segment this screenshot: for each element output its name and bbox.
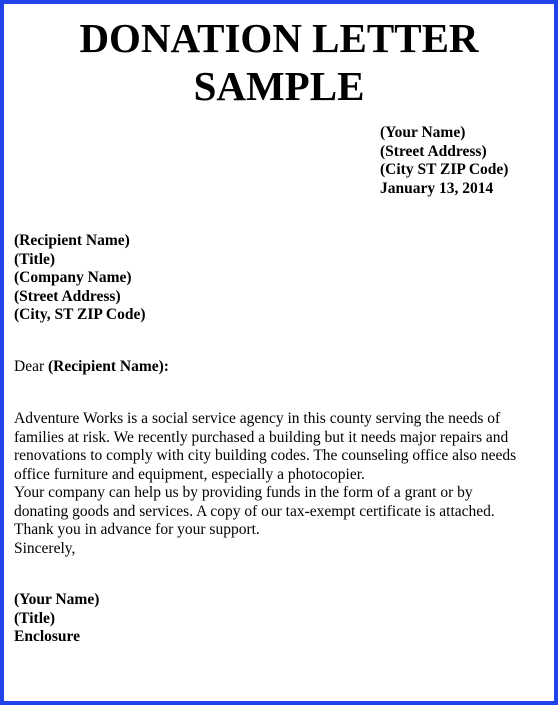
salutation-recipient: (Recipient Name): bbox=[48, 358, 169, 375]
recipient-city: (City, ST ZIP Code) bbox=[14, 306, 146, 323]
recipient-block bbox=[14, 232, 146, 325]
sender-name: (Your Name) bbox=[380, 124, 466, 141]
body-line: office furniture and equipment, especially a photocopier. bbox=[14, 465, 365, 483]
body-line: families at risk. We recently purchased a building but it needs major repairs and bbox=[14, 428, 509, 446]
signature-block bbox=[14, 591, 99, 647]
recipient-street: (Street Address) bbox=[14, 287, 121, 305]
sender-block bbox=[380, 124, 508, 198]
salutation bbox=[14, 358, 169, 377]
body-line: Thank you in advance for your support. bbox=[14, 521, 260, 538]
salutation-greeting: Dear bbox=[14, 358, 48, 375]
sender-street: (Street Address) bbox=[380, 142, 487, 160]
signature-name: (Your Name) bbox=[14, 591, 100, 608]
document-title bbox=[0, 14, 558, 110]
body-line: donating goods and services. A copy of our tax-exempt certificate is attached. bbox=[14, 502, 495, 520]
recipient-company: (Company Name) bbox=[14, 269, 132, 286]
body-line: Your company can help us by providing funds in the form of a grant or by bbox=[14, 484, 473, 501]
recipient-title: (Title) bbox=[14, 250, 56, 268]
signature-title: (Title) bbox=[14, 609, 56, 627]
title-line-2: SAMPLE bbox=[193, 63, 365, 109]
title-line-1: DONATION LETTER bbox=[79, 15, 479, 61]
closing: Sincerely, bbox=[14, 539, 76, 557]
recipient-name: (Recipient Name) bbox=[14, 232, 130, 249]
enclosure-note: Enclosure bbox=[14, 628, 81, 645]
letter-date: January 13, 2014 bbox=[380, 179, 494, 197]
letter-body bbox=[14, 410, 534, 558]
body-line: renovations to comply with city building codes. The counseling office also needs bbox=[14, 447, 517, 464]
sender-city: (City ST ZIP Code) bbox=[380, 161, 509, 178]
body-line: Adventure Works is a social service agency in this county serving the needs of bbox=[14, 410, 501, 427]
